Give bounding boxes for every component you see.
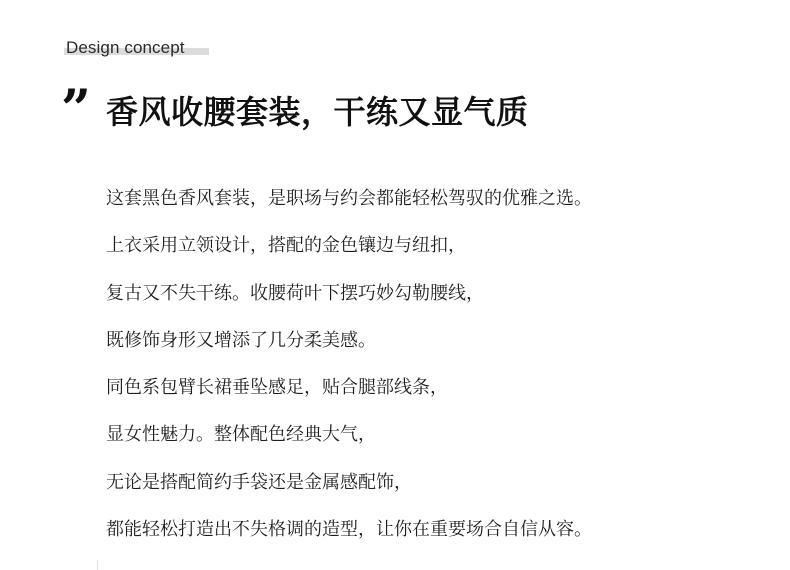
body-line: 既修饰身形又增添了几分柔美感。 [106,329,376,351]
divider-mark [97,560,98,570]
headline: 香风收腰套装，干练又显气质 [106,93,529,131]
body-line: 这套黑色香风套装，是职场与约会都能轻松驾驭的优雅之选。 [106,188,592,209]
body-text [106,186,592,564]
quote-mark-icon: ” [61,79,87,140]
section-label: Design concept [66,38,185,57]
body-line: 都能轻松打造出不失格调的造型，让你在重要场合自信从容。 [106,519,592,541]
body-line: 上衣采用立领设计，搭配的金色镶边与纽扣， [106,235,466,257]
body-line: 显女性魅力。整体配色经典大气， [106,424,376,446]
body-line: 同色系包臂长裙垂坠感足，贴合腿部线条， [106,377,448,399]
body-line: 无论是搭配简约手袋还是金属感配饰， [106,471,412,493]
body-line: 复古又不失干练。收腰荷叶下摆巧妙勾勒腰线， [106,282,484,304]
